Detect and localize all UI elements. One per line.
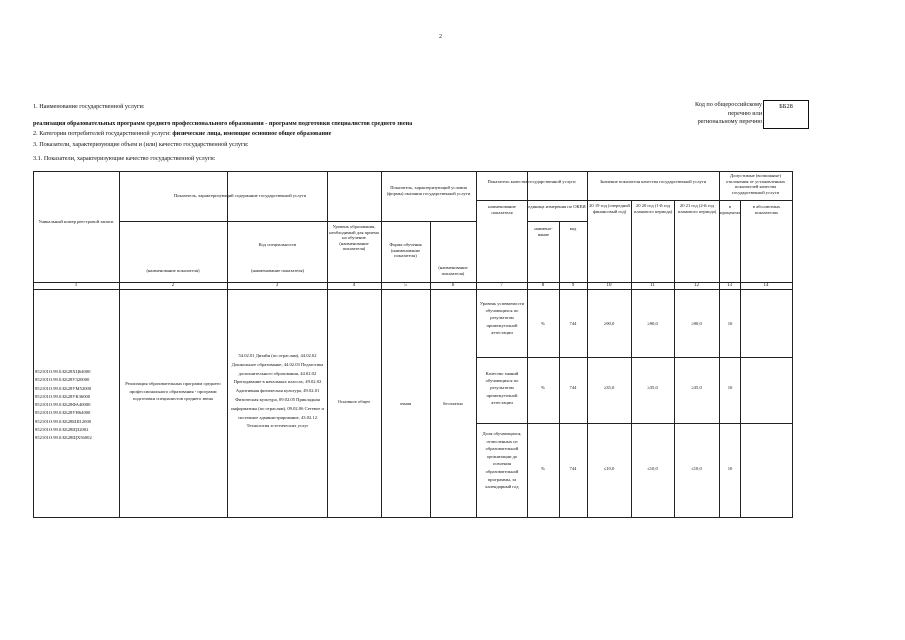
unit-name: % (541, 321, 545, 326)
col-number: 13 (727, 283, 732, 288)
header-unit: единица измерения по ОКЕИ (528, 204, 586, 209)
deviation-percent: 10 (727, 321, 733, 326)
header-quality: Показатель качества государственной услуги (487, 179, 576, 184)
section-1-label: 1. Наименование государственной услуги: (33, 103, 145, 110)
header-conditions: Показатель, характеризующий условия (формы) оказания государственной услуги (386, 185, 471, 196)
col-number: 7 (500, 283, 503, 288)
unit-code: 744 (569, 385, 577, 390)
code-label (695, 101, 762, 127)
education-cost: бесплатно (443, 401, 463, 406)
value-year-3: ≥90,0 (691, 321, 702, 326)
service-name: реализация образовательных программ среднего профессионального образования - программ подготовки специалистов среднего звена (33, 120, 413, 127)
header-form: Форма обучения (наименование показателя) (389, 242, 422, 259)
deviation-percent: 10 (727, 385, 733, 390)
section-2 (33, 130, 331, 137)
header-unit-code: код (569, 226, 577, 231)
header-specialty-code: Код специальности (258, 242, 297, 247)
value-year-2: ≤10,0 (647, 466, 658, 471)
deviation-percent: 10 (727, 466, 733, 471)
section-2-value: физические лица, имеющие основное общее образование (172, 130, 332, 137)
value-year-2: ≥35,0 (647, 385, 658, 390)
col-number: 3 (275, 283, 279, 288)
code-label-line-2: перечню или (727, 109, 762, 117)
header-indicator-name: наименование показателя (488, 204, 516, 215)
value-year-3: ≤10,0 (691, 466, 702, 471)
col-number: 1 (74, 283, 78, 288)
header-year-2: 20 20 год (1-й год планового периода) (633, 203, 673, 214)
value-year-1: ≤10,0 (603, 466, 615, 471)
header-level: Уровень образования, необходимый для приема на обучение (наименование показателя) (329, 224, 379, 252)
col-number: 9 (571, 283, 575, 288)
col-number: 11 (650, 283, 655, 288)
section-31-label: 3.1. Показатели, характеризующие качество государственной услуги: (33, 155, 216, 162)
education-form: очная (399, 401, 412, 406)
header-absolute: в абсолютных показателях (752, 204, 781, 215)
header-col5: (наименование показателя) (438, 265, 468, 276)
header-year-1: 20 19 год (очередной финансовый год) (589, 203, 630, 214)
col-number: 5 (404, 283, 407, 288)
section-3-label: 3. Показатели, характеризующие объем и (или) качество государственной услуги: (33, 141, 249, 148)
indicator-name: Доля обучающихся, отчисленных из образовательной организации до освоения образовательной программы, за календарный год (482, 431, 522, 490)
indicator-name: Уровень успеваемости обучающихся по результатам промежуточной аттестации (479, 301, 525, 335)
col-number: 10 (606, 283, 612, 288)
unit-code: 744 (569, 466, 577, 471)
col-number: 8 (541, 283, 545, 288)
section-2-label: 2. Категории потребителей государственной услуги: (33, 130, 171, 137)
col-number: 12 (694, 283, 699, 288)
content-description: Реализация образовательных программ среднего профессионального образования - программ подготовки специалистов среднего звена (125, 381, 221, 402)
header-content: Показатель, характеризующий содержание государственной услуги (173, 193, 307, 198)
unit-name: % (541, 385, 545, 390)
value-year-2: ≥90,0 (647, 321, 658, 326)
header-unique-number: Уникальный номер реестровой записи (38, 219, 114, 224)
col-number: 14 (763, 283, 769, 288)
education-level: Основное общее (337, 399, 371, 404)
code-label-line-3: региональному перечню (697, 118, 762, 125)
unit-name: % (541, 466, 545, 471)
header-deviation: Допустимые (возможные) отклонения от установленных показателей качества государственной услуги (725, 173, 786, 195)
col-number: 2 (171, 283, 175, 288)
unit-code: 744 (569, 321, 577, 326)
registry-numbers: 852101О.99.0.ББ28ХЦ64000 852101О.99.0.ББ28УЗ20000 852101О.99.0.ББ28УМ52000 852101О.99.0.ББ28УК36000 852101О.99.0.ББ28ФА40000 852101О.99.0.ББ28УН64000 852101О.99.0.ББ28БШ12000 852101О.99.0.ББ28ЩЗ2002 852101О.99.0.ББ28ЩХ56002 (35, 369, 92, 441)
code-label-line-1: Код по общероссийскому (694, 101, 762, 108)
value-year-1: ≥35,0 (603, 385, 615, 390)
specialty-list: 54.02.01 Дизайн (по отраслям), 44.02.02 Дошкольное образование, 44.02.03 Педагогика дополнительного образования, 44.02.02 Преподавание в начальных классах, 49.02.02 Адаптивная физическая культура, 49.02.01 Физическая культура, 09.02.05 Прикладная информатика (по отраслям), 09.02.06 Сетевое и системное администрирование, 43.02.12 Технология эстетических услуг (231, 353, 324, 429)
header-values: Значение показателя качества государственной услуги (599, 179, 707, 184)
indicator-name: Качество знаний обучающихся по результатам промежуточной аттестации (485, 371, 519, 405)
header-col2: (наименование показателя) (250, 268, 305, 273)
value-year-3: ≥35,0 (691, 385, 702, 390)
col-number: 4 (352, 283, 356, 288)
page-number: 2 (439, 34, 442, 40)
header-percent: в процентах (720, 204, 741, 215)
header-year-3: 20 21 год (2-й год планового периода) (677, 203, 717, 214)
col-number: 6 (451, 283, 455, 288)
header-col1: (наименование показателя) (146, 268, 200, 273)
header-unit-name: наимено-вание (534, 226, 553, 237)
value-year-1: ≥90,0 (603, 321, 615, 326)
registry-code-box: ББ28 (763, 100, 809, 129)
